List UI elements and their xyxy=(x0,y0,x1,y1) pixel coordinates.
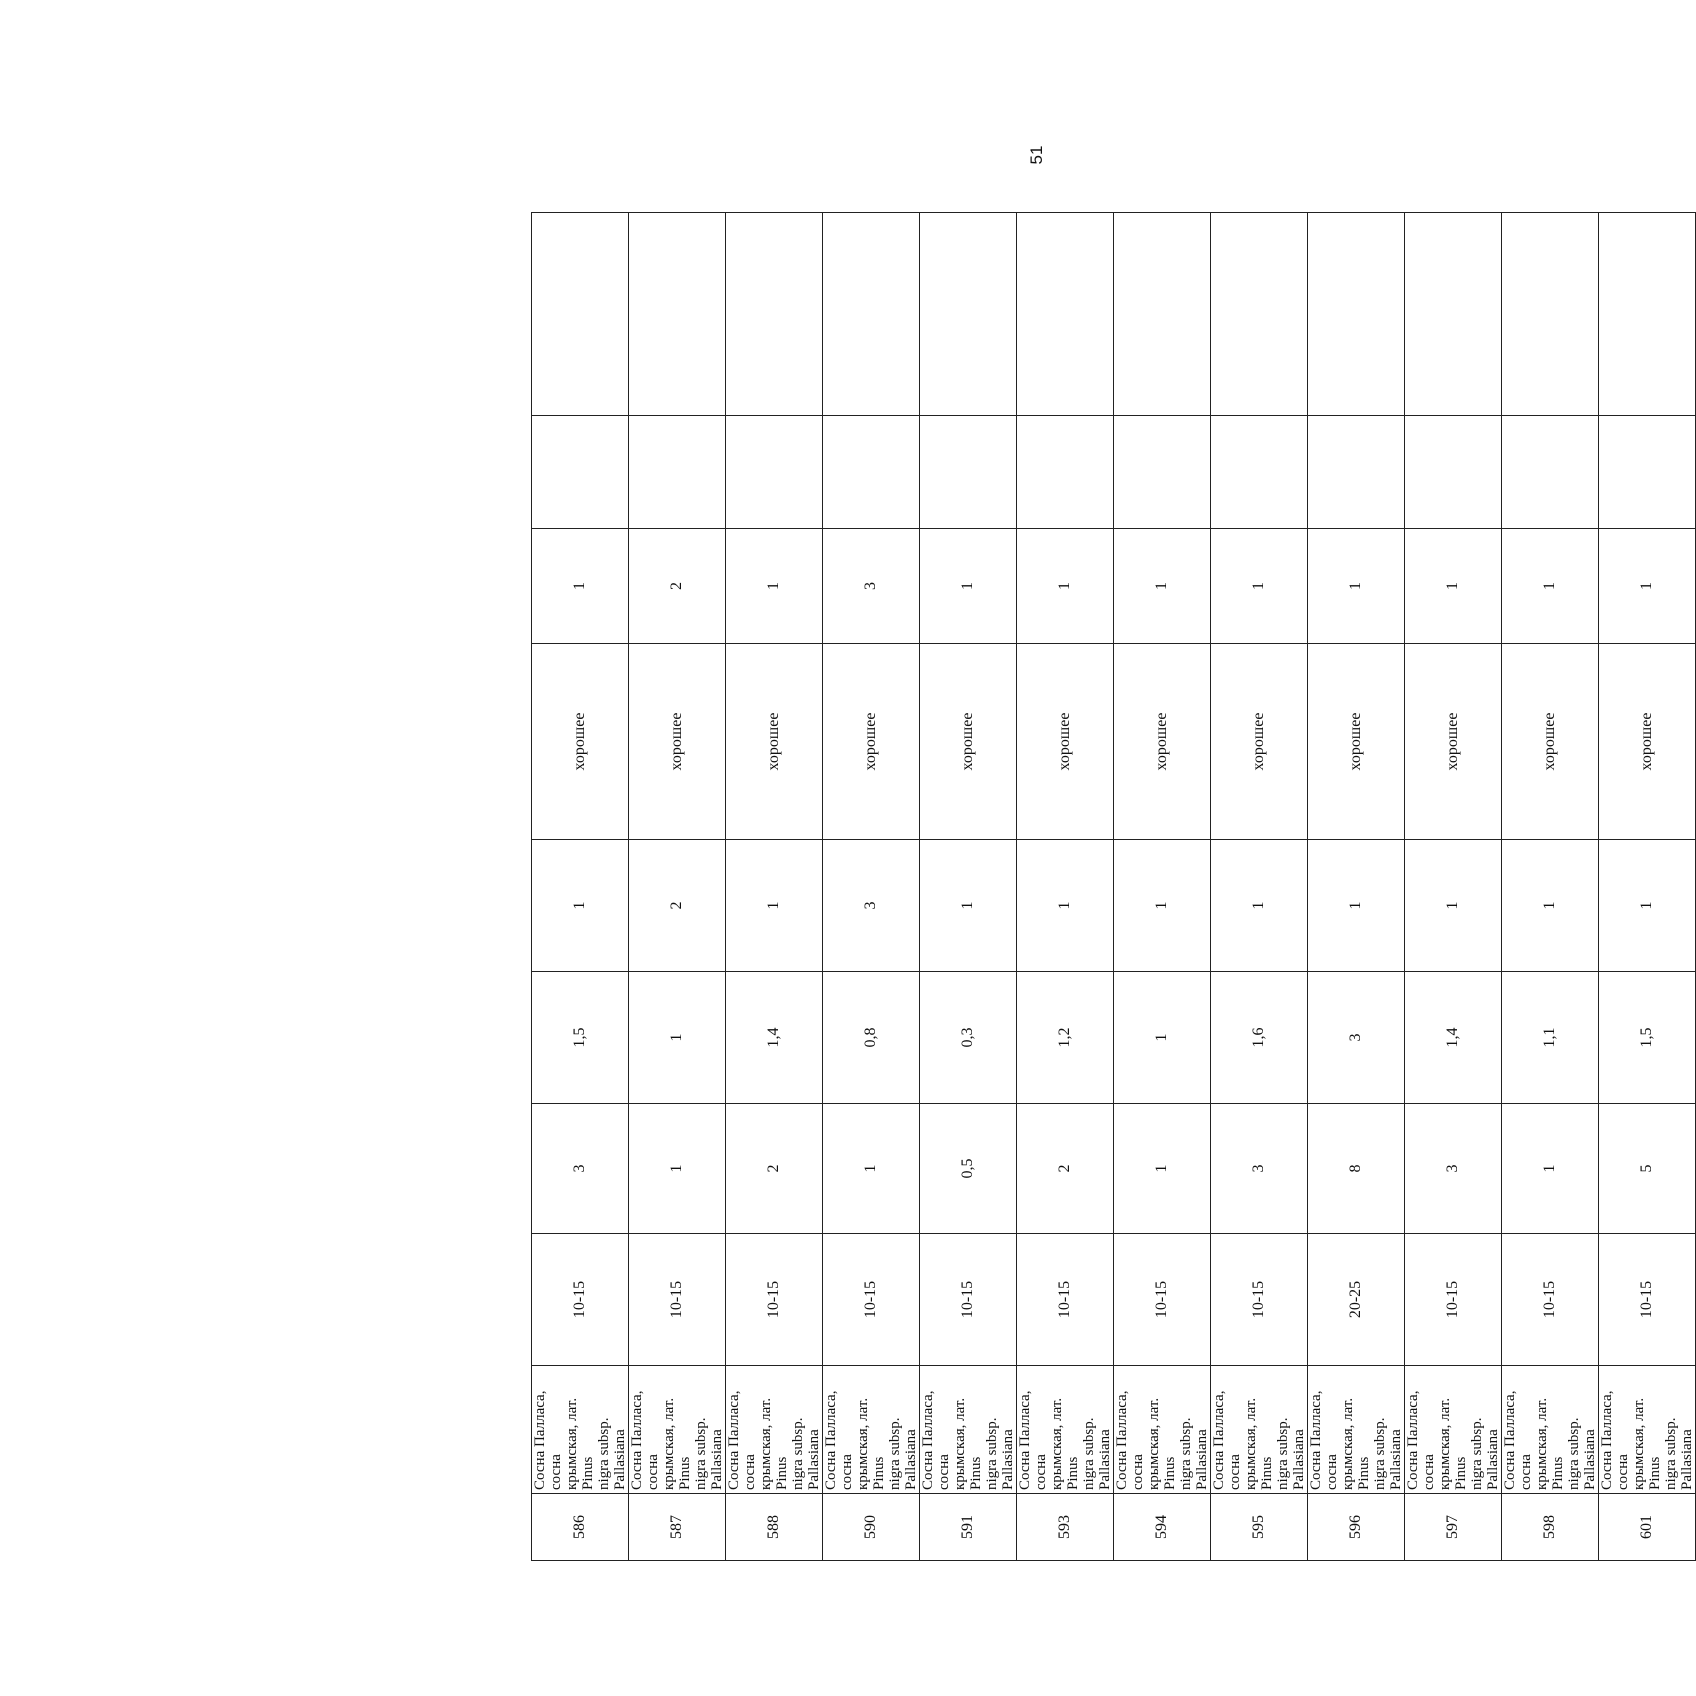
cell-condition: хорошее xyxy=(1599,644,1696,840)
cell-age: 10-15 xyxy=(1114,1234,1211,1366)
cell-species xyxy=(1017,1366,1114,1494)
cell-empty xyxy=(1405,213,1502,416)
cell-age: 10-15 xyxy=(532,1234,629,1366)
cell-category: 1 xyxy=(1405,529,1502,644)
table-row xyxy=(629,213,726,1561)
table-row xyxy=(1114,213,1211,1561)
cell-condition: хорошее xyxy=(1114,644,1211,840)
species-line: крымская, лат. Pinus xyxy=(952,1397,984,1490)
cell-count: 1 xyxy=(1599,840,1696,972)
cell-species xyxy=(532,1366,629,1494)
species-line: крымская, лат. Pinus xyxy=(1146,1397,1178,1490)
cell-diameter: 1,2 xyxy=(1017,972,1114,1104)
cell-species xyxy=(1405,1366,1502,1494)
cell-tree-number: 588 xyxy=(726,1494,823,1561)
cell-diameter: 1,1 xyxy=(1502,972,1599,1104)
species-line: nigra subsp. Pallasiana xyxy=(1663,1417,1695,1490)
species-line: Сосна Палласа, сосна xyxy=(1405,1390,1437,1490)
cell-empty xyxy=(823,416,920,529)
cell-count: 1 xyxy=(1114,840,1211,972)
cell-empty xyxy=(1017,416,1114,529)
cell-empty xyxy=(1308,416,1405,529)
cell-category: 1 xyxy=(1017,529,1114,644)
cell-condition: хорошее xyxy=(726,644,823,840)
table-row xyxy=(1405,213,1502,1561)
species-line: крымская, лат. Pinus xyxy=(758,1397,790,1490)
cell-diameter: 0,3 xyxy=(920,972,1017,1104)
species-line: nigra subsp. Pallasiana xyxy=(790,1417,822,1490)
species-line: крымская, лат. Pinus xyxy=(564,1397,596,1490)
cell-empty xyxy=(1114,213,1211,416)
cell-condition: хорошее xyxy=(823,644,920,840)
species-line: Сосна Палласа, сосна xyxy=(726,1390,758,1490)
species-line: Сосна Палласа, сосна xyxy=(1017,1390,1049,1490)
cell-category: 1 xyxy=(920,529,1017,644)
cell-species xyxy=(823,1366,920,1494)
species-line: nigra subsp. Pallasiana xyxy=(1372,1417,1404,1490)
cell-condition: хорошее xyxy=(1017,644,1114,840)
cell-height: 2 xyxy=(1017,1104,1114,1234)
cell-tree-number: 590 xyxy=(823,1494,920,1561)
table-row xyxy=(920,213,1017,1561)
cell-height: 2 xyxy=(726,1104,823,1234)
cell-empty xyxy=(1502,416,1599,529)
species-line: Сосна Палласа, сосна xyxy=(1308,1390,1340,1490)
cell-empty xyxy=(920,213,1017,416)
cell-empty xyxy=(1017,213,1114,416)
cell-tree-number: 596 xyxy=(1308,1494,1405,1561)
cell-height: 1 xyxy=(629,1104,726,1234)
species-line: Сосна Палласа, сосна xyxy=(1599,1390,1631,1490)
cell-count: 1 xyxy=(532,840,629,972)
cell-height: 5 xyxy=(1599,1104,1696,1234)
cell-diameter: 1,5 xyxy=(1599,972,1696,1104)
cell-diameter: 1,5 xyxy=(532,972,629,1104)
cell-diameter: 1,6 xyxy=(1211,972,1308,1104)
table-body xyxy=(532,213,1696,1561)
cell-species xyxy=(1114,1366,1211,1494)
cell-height: 3 xyxy=(1211,1104,1308,1234)
cell-age: 10-15 xyxy=(629,1234,726,1366)
cell-age: 20-25 xyxy=(1308,1234,1405,1366)
cell-count: 1 xyxy=(726,840,823,972)
cell-category: 2 xyxy=(629,529,726,644)
cell-age: 10-15 xyxy=(726,1234,823,1366)
cell-diameter: 0,8 xyxy=(823,972,920,1104)
cell-category: 1 xyxy=(532,529,629,644)
species-line: nigra subsp. Pallasiana xyxy=(1275,1417,1307,1490)
cell-height: 3 xyxy=(1405,1104,1502,1234)
cell-category: 1 xyxy=(1211,529,1308,644)
cell-species xyxy=(629,1366,726,1494)
cell-condition: хорошее xyxy=(1502,644,1599,840)
cell-condition: хорошее xyxy=(629,644,726,840)
cell-empty xyxy=(532,416,629,529)
cell-condition: хорошее xyxy=(920,644,1017,840)
cell-species xyxy=(726,1366,823,1494)
cell-tree-number: 601 xyxy=(1599,1494,1696,1561)
cell-species xyxy=(1308,1366,1405,1494)
cell-empty xyxy=(1405,416,1502,529)
cell-diameter: 1 xyxy=(1114,972,1211,1104)
species-line: nigra subsp. Pallasiana xyxy=(596,1417,628,1490)
cell-empty xyxy=(629,213,726,416)
species-line: nigra subsp. Pallasiana xyxy=(1178,1417,1210,1490)
cell-tree-number: 595 xyxy=(1211,1494,1308,1561)
cell-empty xyxy=(1114,416,1211,529)
tree-inventory-table xyxy=(531,212,1696,1561)
table-row xyxy=(1211,213,1308,1561)
species-line: крымская, лат. Pinus xyxy=(1534,1397,1566,1490)
cell-empty xyxy=(823,213,920,416)
species-line: nigra subsp. Pallasiana xyxy=(1566,1417,1598,1490)
species-line: Сосна Палласа, сосна xyxy=(920,1390,952,1490)
cell-diameter: 1,4 xyxy=(1405,972,1502,1104)
cell-height: 1 xyxy=(1502,1104,1599,1234)
table-row xyxy=(1502,213,1599,1561)
cell-empty xyxy=(726,416,823,529)
page-number: 51 xyxy=(1027,145,1046,165)
species-line: Сосна Палласа, сосна xyxy=(629,1390,661,1490)
cell-category: 1 xyxy=(1502,529,1599,644)
cell-category: 1 xyxy=(1114,529,1211,644)
species-line: Сосна Палласа, сосна xyxy=(1502,1390,1534,1490)
cell-tree-number: 598 xyxy=(1502,1494,1599,1561)
cell-condition: хорошее xyxy=(532,644,629,840)
cell-empty xyxy=(1599,213,1696,416)
cell-count: 1 xyxy=(1502,840,1599,972)
cell-condition: хорошее xyxy=(1211,644,1308,840)
cell-empty xyxy=(1211,416,1308,529)
cell-tree-number: 591 xyxy=(920,1494,1017,1561)
cell-count: 1 xyxy=(920,840,1017,972)
species-line: крымская, лат. Pinus xyxy=(1243,1397,1275,1490)
cell-age: 10-15 xyxy=(1599,1234,1696,1366)
species-line: Сосна Палласа, сосна xyxy=(1114,1390,1146,1490)
cell-count: 1 xyxy=(1017,840,1114,972)
species-line: крымская, лат. Pinus xyxy=(855,1397,887,1490)
cell-empty xyxy=(726,213,823,416)
cell-tree-number: 594 xyxy=(1114,1494,1211,1561)
species-line: Сосна Палласа, сосна xyxy=(1211,1390,1243,1490)
cell-category: 1 xyxy=(1308,529,1405,644)
cell-empty xyxy=(920,416,1017,529)
cell-diameter: 3 xyxy=(1308,972,1405,1104)
cell-age: 10-15 xyxy=(823,1234,920,1366)
cell-count: 3 xyxy=(823,840,920,972)
cell-tree-number: 593 xyxy=(1017,1494,1114,1561)
cell-species xyxy=(1502,1366,1599,1494)
cell-count: 1 xyxy=(1308,840,1405,972)
cell-count: 1 xyxy=(1405,840,1502,972)
table-row xyxy=(1308,213,1405,1561)
species-line: nigra subsp. Pallasiana xyxy=(887,1417,919,1490)
cell-age: 10-15 xyxy=(1502,1234,1599,1366)
table-row xyxy=(726,213,823,1561)
table-row xyxy=(532,213,629,1561)
cell-empty xyxy=(1502,213,1599,416)
cell-tree-number: 597 xyxy=(1405,1494,1502,1561)
cell-tree-number: 587 xyxy=(629,1494,726,1561)
species-line: крымская, лат. Pinus xyxy=(1340,1397,1372,1490)
cell-height: 8 xyxy=(1308,1104,1405,1234)
cell-empty xyxy=(1308,213,1405,416)
cell-height: 0,5 xyxy=(920,1104,1017,1234)
cell-age: 10-15 xyxy=(1017,1234,1114,1366)
cell-condition: хорошее xyxy=(1405,644,1502,840)
cell-height: 1 xyxy=(823,1104,920,1234)
cell-empty xyxy=(532,213,629,416)
cell-category: 1 xyxy=(726,529,823,644)
cell-species xyxy=(920,1366,1017,1494)
cell-tree-number: 586 xyxy=(532,1494,629,1561)
table-row xyxy=(823,213,920,1561)
tree-inventory-table-rotated xyxy=(531,213,1695,1561)
cell-count: 1 xyxy=(1211,840,1308,972)
cell-age: 10-15 xyxy=(1405,1234,1502,1366)
cell-empty xyxy=(1211,213,1308,416)
cell-category: 3 xyxy=(823,529,920,644)
cell-diameter: 1 xyxy=(629,972,726,1104)
cell-empty xyxy=(1599,416,1696,529)
cell-count: 2 xyxy=(629,840,726,972)
species-line: nigra subsp. Pallasiana xyxy=(693,1417,725,1490)
species-line: Сосна Палласа, сосна xyxy=(823,1390,855,1490)
cell-height: 3 xyxy=(532,1104,629,1234)
species-line: крымская, лат. Pinus xyxy=(1437,1397,1469,1490)
species-line: крымская, лат. Pinus xyxy=(1049,1397,1081,1490)
cell-height: 1 xyxy=(1114,1104,1211,1234)
species-line: nigra subsp. Pallasiana xyxy=(1469,1417,1501,1490)
table-row xyxy=(1599,213,1696,1561)
cell-empty xyxy=(629,416,726,529)
species-line: крымская, лат. Pinus xyxy=(1631,1397,1663,1490)
species-line: крымская, лат. Pinus xyxy=(661,1397,693,1490)
cell-species xyxy=(1599,1366,1696,1494)
species-line: nigra subsp. Pallasiana xyxy=(1081,1417,1113,1490)
cell-age: 10-15 xyxy=(920,1234,1017,1366)
cell-diameter: 1,4 xyxy=(726,972,823,1104)
species-line: Сосна Палласа, сосна xyxy=(532,1390,564,1490)
table-row xyxy=(1017,213,1114,1561)
cell-species xyxy=(1211,1366,1308,1494)
cell-condition: хорошее xyxy=(1308,644,1405,840)
cell-age: 10-15 xyxy=(1211,1234,1308,1366)
cell-category: 1 xyxy=(1599,529,1696,644)
species-line: nigra subsp. Pallasiana xyxy=(984,1417,1016,1490)
